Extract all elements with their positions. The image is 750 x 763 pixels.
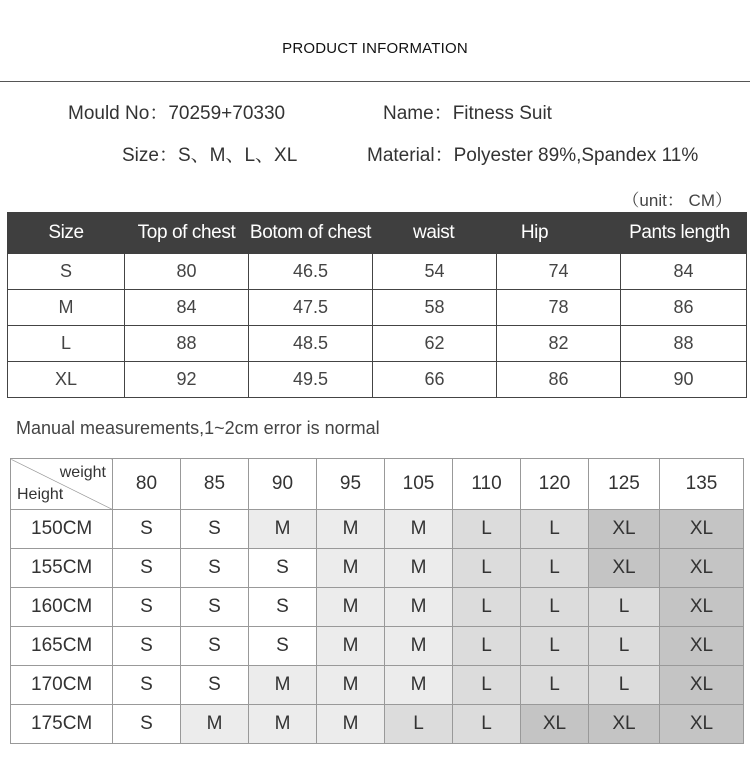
size-chart-header-row xyxy=(8,213,747,254)
size-cell: M xyxy=(385,549,453,588)
mould-value: 70259+70330 xyxy=(168,103,286,124)
size-chart-table xyxy=(7,212,747,398)
table-cell: 86 xyxy=(621,290,747,326)
measurement-note: Manual measurements,1~2cm error is normal xyxy=(16,418,380,438)
material-value: Polyester 89%,Spandex 11% xyxy=(453,145,699,166)
size-cell: S xyxy=(249,627,317,666)
table-cell: 80 xyxy=(125,254,249,290)
size-cell: L xyxy=(521,510,589,549)
size-cell: L xyxy=(453,705,521,744)
size-chart-header-cell: waist xyxy=(373,213,497,254)
size-cell: XL xyxy=(660,549,744,588)
table-cell: XL xyxy=(8,362,125,398)
size-cell: M xyxy=(317,510,385,549)
weight-header-cell: 135 xyxy=(660,459,744,510)
size-cell: L xyxy=(521,549,589,588)
weight-header-cell: 125 xyxy=(589,459,660,510)
table-cell: 49.5 xyxy=(249,362,373,398)
table-cell: 54 xyxy=(373,254,497,290)
unit-label: （unit： CM） xyxy=(622,191,732,210)
height-axis-label: Height xyxy=(17,486,64,503)
table-cell: L xyxy=(8,326,125,362)
size-cell: L xyxy=(453,666,521,705)
size-cell: XL xyxy=(589,510,660,549)
size-cell: XL xyxy=(660,510,744,549)
size-cell: M xyxy=(249,510,317,549)
table-cell: 84 xyxy=(125,290,249,326)
height-label-cell: 170CM xyxy=(11,666,113,705)
height-label-cell: 155CM xyxy=(11,549,113,588)
table-row xyxy=(8,326,747,362)
weight-header-cell: 85 xyxy=(181,459,249,510)
size-cell: S xyxy=(181,627,249,666)
table-cell: 88 xyxy=(125,326,249,362)
size-cell: M xyxy=(317,627,385,666)
height-label-cell: 165CM xyxy=(11,627,113,666)
table-cell: 62 xyxy=(373,326,497,362)
weight-header-cell: 90 xyxy=(249,459,317,510)
table-cell: 66 xyxy=(373,362,497,398)
size-cell: S xyxy=(113,705,181,744)
size-cell: XL xyxy=(589,549,660,588)
size-chart-header-cell: Top of chest xyxy=(125,213,249,254)
size-cell: S xyxy=(181,549,249,588)
size-cell: M xyxy=(317,666,385,705)
table-row xyxy=(11,666,744,705)
size-cell: M xyxy=(385,510,453,549)
weight-header-cell: 105 xyxy=(385,459,453,510)
table-cell: M xyxy=(8,290,125,326)
size-cell: XL xyxy=(660,705,744,744)
size-chart-header-cell: Botom of chest xyxy=(249,213,373,254)
weight-axis-label: weight xyxy=(59,464,106,481)
size-cell: L xyxy=(453,549,521,588)
height-label-cell: 175CM xyxy=(11,705,113,744)
table-cell: 46.5 xyxy=(249,254,373,290)
size-cell: L xyxy=(521,588,589,627)
size-cell: L xyxy=(521,666,589,705)
table-row xyxy=(8,254,747,290)
size-cell: S xyxy=(113,549,181,588)
size-cell: M xyxy=(317,549,385,588)
size-cell: M xyxy=(249,705,317,744)
size-cell: M xyxy=(317,705,385,744)
table-cell: 90 xyxy=(621,362,747,398)
table-cell: 58 xyxy=(373,290,497,326)
size-label: Size： xyxy=(122,145,178,166)
table-cell: 47.5 xyxy=(249,290,373,326)
size-cell: L xyxy=(453,588,521,627)
height-label-cell: 160CM xyxy=(11,588,113,627)
page-title: PRODUCT INFORMATION xyxy=(282,40,468,57)
weight-header-cell: 80 xyxy=(113,459,181,510)
size-cell: M xyxy=(249,666,317,705)
size-cell: XL xyxy=(660,588,744,627)
table-row xyxy=(11,549,744,588)
size-cell: S xyxy=(113,666,181,705)
size-cell: M xyxy=(181,705,249,744)
weight-header-cell: 110 xyxy=(453,459,521,510)
table-cell: 48.5 xyxy=(249,326,373,362)
size-cell: S xyxy=(113,627,181,666)
size-cell: S xyxy=(249,588,317,627)
size-info xyxy=(122,140,297,167)
size-chart-header-cell: Pants length xyxy=(621,213,747,254)
mould-info xyxy=(68,98,285,125)
size-cell: S xyxy=(181,588,249,627)
size-cell: L xyxy=(589,588,660,627)
weight-header-row xyxy=(11,459,744,510)
material-info xyxy=(367,140,698,167)
table-row xyxy=(11,588,744,627)
size-value: S、M、L、XL xyxy=(177,145,298,166)
table-row xyxy=(8,290,747,326)
size-cell: M xyxy=(317,588,385,627)
size-cell: M xyxy=(385,666,453,705)
size-cell: S xyxy=(181,666,249,705)
size-cell: L xyxy=(589,627,660,666)
size-cell: XL xyxy=(521,705,589,744)
size-cell: L xyxy=(521,627,589,666)
size-chart-header-cell: Hip xyxy=(497,213,621,254)
size-cell: L xyxy=(385,705,453,744)
size-recommendation-table xyxy=(10,458,744,744)
size-cell: L xyxy=(453,510,521,549)
corner-cell xyxy=(11,459,113,510)
mould-label: Mould No： xyxy=(68,103,169,124)
size-cell: S xyxy=(113,510,181,549)
table-cell: 92 xyxy=(125,362,249,398)
size-cell: M xyxy=(385,588,453,627)
size-cell: S xyxy=(249,549,317,588)
name-info xyxy=(383,98,552,125)
material-label: Material： xyxy=(367,145,454,166)
table-row xyxy=(8,362,747,398)
table-cell: 88 xyxy=(621,326,747,362)
table-row xyxy=(11,627,744,666)
weight-header-cell: 120 xyxy=(521,459,589,510)
table-row xyxy=(11,510,744,549)
table-cell: S xyxy=(8,254,125,290)
table-row xyxy=(11,705,744,744)
name-label: Name： xyxy=(383,103,453,124)
size-cell: L xyxy=(453,627,521,666)
table-cell: 84 xyxy=(621,254,747,290)
size-cell: L xyxy=(589,666,660,705)
size-cell: XL xyxy=(660,666,744,705)
size-cell: M xyxy=(385,627,453,666)
name-value: Fitness Suit xyxy=(452,103,552,124)
size-chart-header-cell: Size xyxy=(8,213,125,254)
table-cell: 78 xyxy=(497,290,621,326)
table-cell: 74 xyxy=(497,254,621,290)
table-cell: 82 xyxy=(497,326,621,362)
weight-header-cell: 95 xyxy=(317,459,385,510)
size-cell: XL xyxy=(589,705,660,744)
divider xyxy=(0,81,750,82)
size-cell: S xyxy=(113,588,181,627)
table-cell: 86 xyxy=(497,362,621,398)
height-label-cell: 150CM xyxy=(11,510,113,549)
size-cell: S xyxy=(181,510,249,549)
size-cell: XL xyxy=(660,627,744,666)
